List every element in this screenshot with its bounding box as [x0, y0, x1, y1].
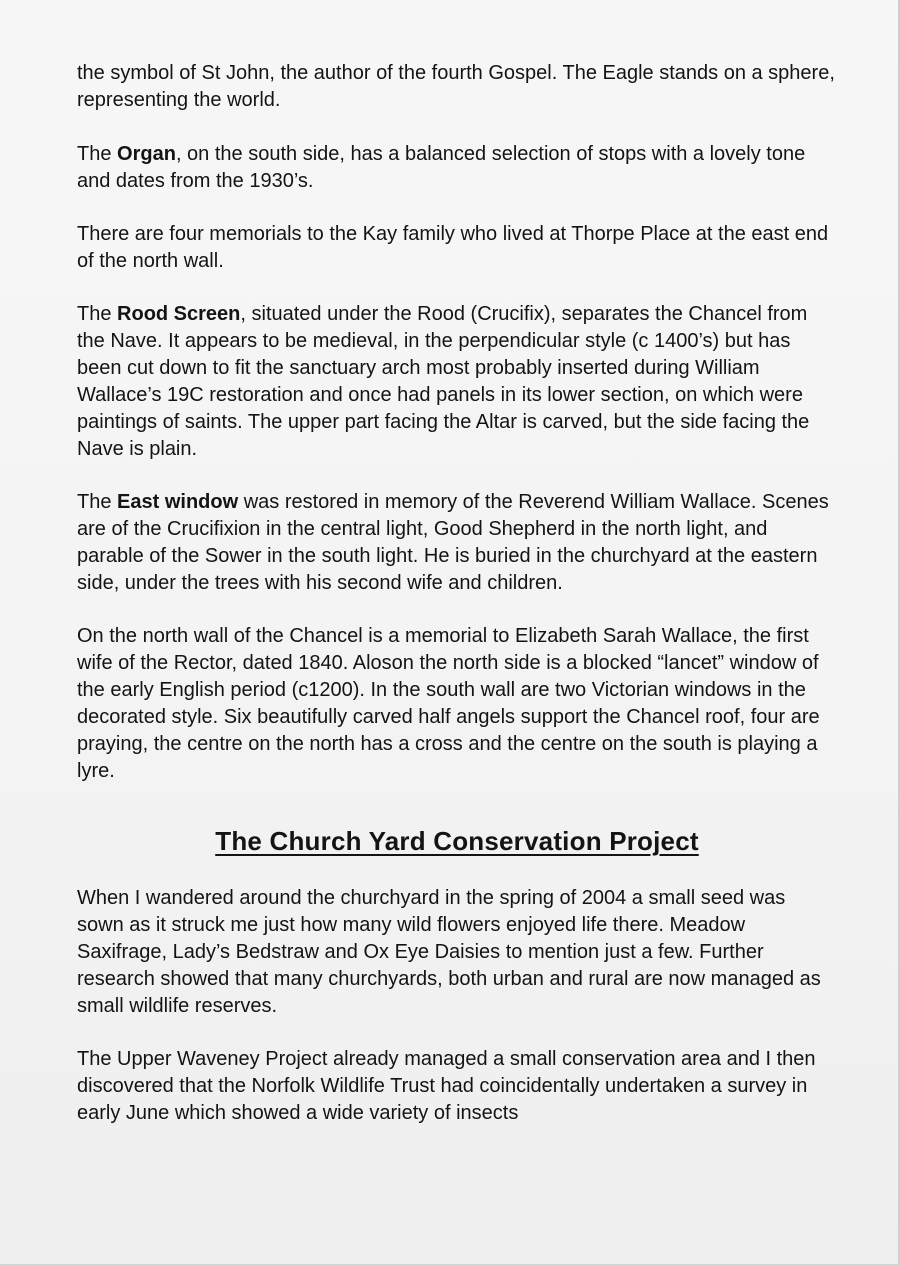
- paragraph-churchyard-intro: When I wandered around the churchyard in the spring of 2004 a small seed was sown as it struck me just how many wild flowers enjoyed life there. Meadow Saxifrage, Lady’s Bedstraw and Ox Eye Daisies to mention just a few. Further research showed that many churchyards, both urban and rural are now managed as small wildlife reserves.: [77, 887, 821, 1017]
- organ-text: , on the south side, has a balanced selection of stops with a lovely tone and dates from the 1930’s.: [77, 143, 806, 192]
- rood-screen-term: Rood Screen: [117, 303, 241, 325]
- paragraph-eagle: the symbol of St John, the author of the fourth Gospel. The Eagle stands on a sphere, representing the world.: [77, 62, 835, 111]
- section-heading-text: The Church Yard Conservation Project: [215, 826, 699, 856]
- paragraph-waveney-project: The Upper Waveney Project already managed a small conservation area and I then discovered that the Norfolk Wildlife Trust had coincidentally undertaken a survey in early June which showed a wide variety of insects: [77, 1048, 816, 1124]
- organ-term: Organ: [117, 143, 176, 165]
- paragraph-organ: [77, 141, 837, 195]
- section-heading: [77, 823, 837, 859]
- paragraph-rood-screen: [77, 301, 837, 463]
- paragraph-east-window: [77, 489, 837, 597]
- page-body: [77, 60, 837, 1153]
- paragraph-chancel: On the north wall of the Chancel is a memorial to Elizabeth Sarah Wallace, the first wife of the Rector, dated 1840. Aloson the north side is a blocked “lancet” window of the early English period (c1200). In the south wall are two Victorian windows in the decorated style. Six beautifully carved half angels support the Chancel roof, four are praying, the centre on the north has a cross and the centre on the south is playing a lyre.: [77, 625, 820, 782]
- rood-lead: The: [77, 303, 118, 325]
- paragraph-kay-memorials: There are four memorials to the Kay family who lived at Thorpe Place at the east end of the north wall.: [77, 223, 829, 272]
- organ-lead: The: [77, 143, 118, 165]
- east-window-term: East window: [117, 491, 239, 513]
- east-window-text: was restored in memory of the Reverend William Wallace. Scenes are of the Crucifixion in the central light, Good Shepherd in the north light, and parable of the Sower in the south light. He is buried in the churchyard at the eastern side, under the trees with his second wife and children.: [77, 491, 829, 594]
- rood-text: , situated under the Rood (Crucifix), separates the Chancel from the Nave. It appears to be medieval, in the perpendicular style (c 1400’s) but has been cut down to fit the sanctuary arch most probably inserted during William Wallace’s 19C restoration and once had panels in its lower section, on which were paintings of saints. The upper part facing the Altar is carved, but the side facing the Nave is plain.: [77, 303, 810, 460]
- east-window-lead: The: [77, 491, 118, 513]
